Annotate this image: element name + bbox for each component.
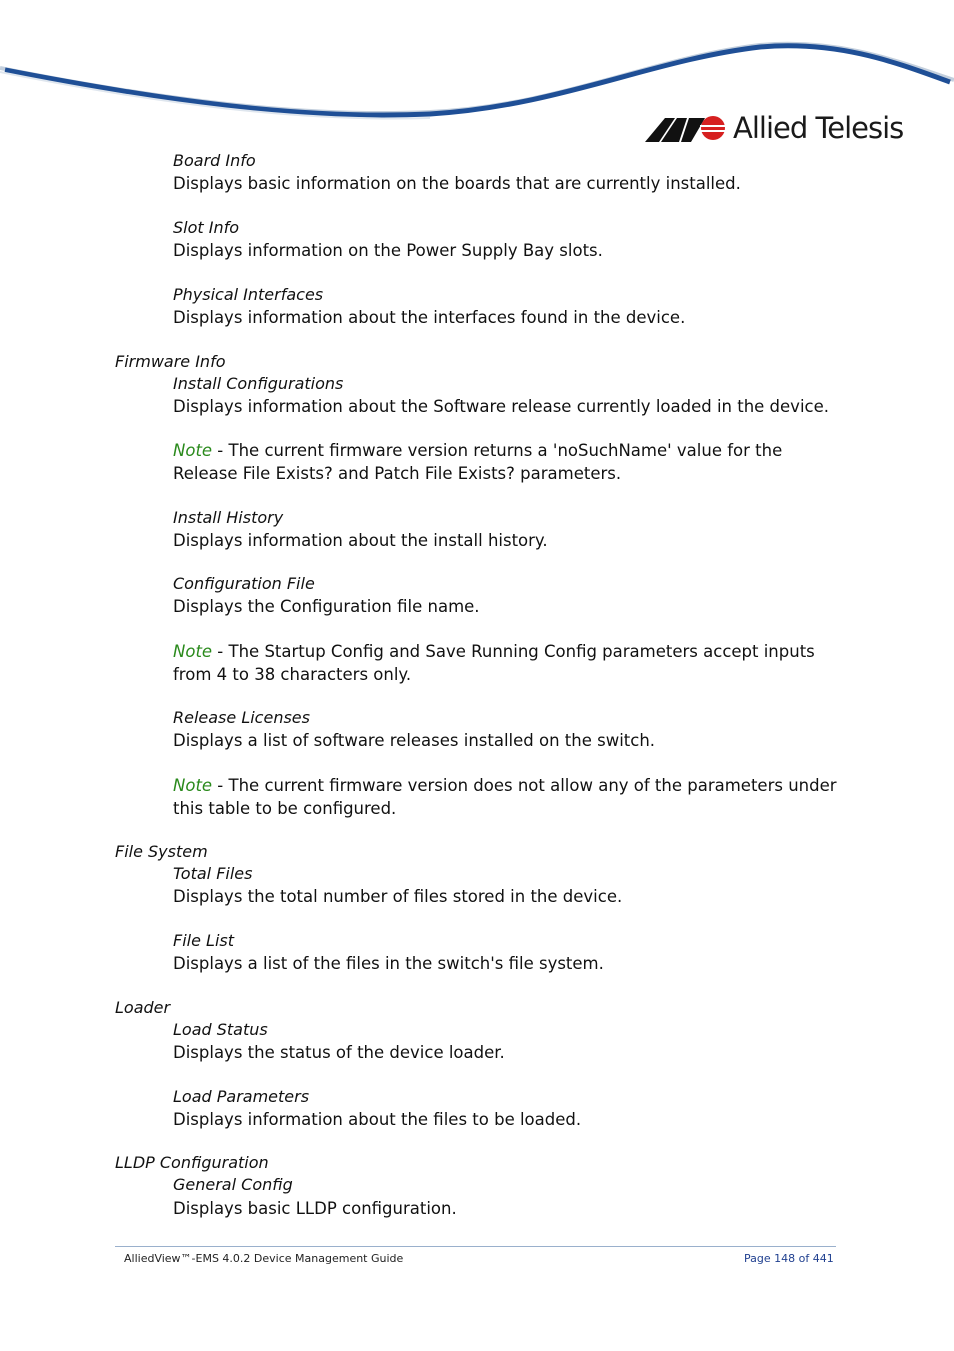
note-text: - The current firmware version returns a 'noSuchName' value for the Release File Exists? and Patch File Exists? parameters.: [173, 441, 783, 483]
subsection-heading: Total Files: [173, 864, 253, 883]
subsection-heading: Release Licenses: [173, 708, 310, 727]
footer-divider: [115, 1246, 836, 1247]
description-text: Displays information about the Software release currently loaded in the device.: [173, 397, 830, 416]
allied-telesis-logo: [645, 108, 903, 148]
subsection-heading: Slot Info: [173, 218, 240, 237]
subsection-heading: Load Parameters: [173, 1087, 310, 1106]
description-text: Displays information about the files to be loaded.: [173, 1110, 582, 1129]
section-heading: File System: [115, 842, 208, 861]
note-paragraph: [173, 439, 838, 485]
description-text: Displays information about the interfaces found in the device.: [173, 308, 686, 327]
subsection-heading: Board Info: [173, 151, 256, 170]
footer-document-title: AlliedView™-EMS 4.0.2 Device Management Guide: [124, 1252, 404, 1265]
subsection-heading: Physical Interfaces: [173, 285, 324, 304]
subsection-heading: Configuration File: [173, 574, 315, 593]
subsection-heading: Install Configurations: [173, 374, 344, 393]
note-paragraph: [173, 640, 838, 686]
description-text: Displays information on the Power Supply Bay slots.: [173, 241, 603, 260]
description-text: Displays information about the install history.: [173, 531, 548, 550]
description-text: Displays the Configuration file name.: [173, 597, 480, 616]
description-text: Displays a list of software releases installed on the switch.: [173, 731, 656, 750]
allied-telesis-logo-mark-icon: [645, 112, 727, 144]
footer-page-number: Page 148 of 441: [744, 1252, 834, 1265]
section-heading: Loader: [115, 998, 171, 1017]
brand-name: Allied Telesis: [733, 111, 904, 145]
note-text: - The Startup Config and Save Running Config parameters accept inputs from 4 to 38 characters only.: [173, 642, 815, 684]
description-text: Displays the total number of files stored in the device.: [173, 887, 623, 906]
description-text: Displays a list of the files in the switch's file system.: [173, 954, 604, 973]
description-text: Displays basic information on the boards that are currently installed.: [173, 174, 741, 193]
note-label: Note: [173, 441, 213, 460]
subsection-heading: Install History: [173, 508, 284, 527]
note-label: Note: [173, 642, 213, 661]
subsection-heading: File List: [173, 931, 234, 950]
note-text: - The current firmware version does not allow any of the parameters under this table to be configured.: [173, 776, 837, 818]
section-heading: LLDP Configuration: [115, 1153, 269, 1172]
note-label: Note: [173, 776, 213, 795]
subsection-heading: General Config: [173, 1175, 293, 1194]
note-paragraph: [173, 774, 838, 820]
description-text: Displays the status of the device loader.: [173, 1043, 505, 1062]
section-heading: Firmware Info: [115, 352, 226, 371]
subsection-heading: Load Status: [173, 1020, 268, 1039]
description-text: Displays basic LLDP configuration.: [173, 1199, 457, 1218]
